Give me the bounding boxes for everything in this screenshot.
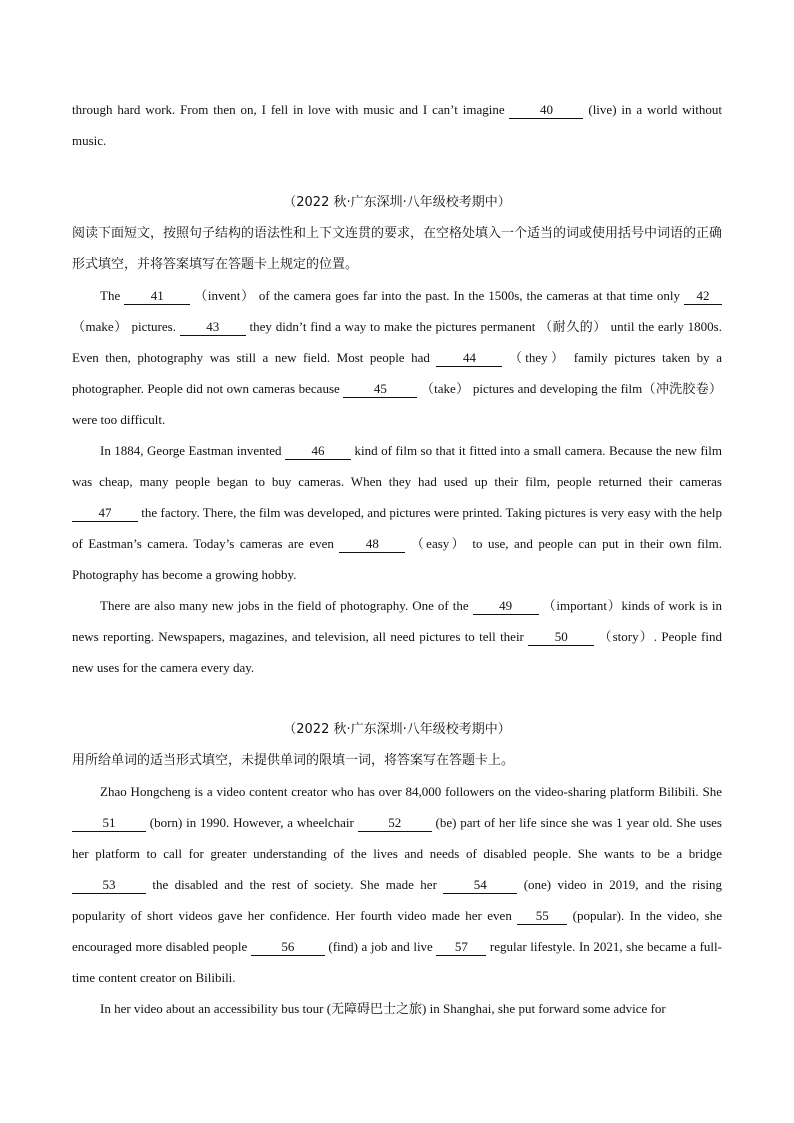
blank-52[interactable]: 52 [358,815,432,832]
section2-instruction: 用所给单词的适当形式填空，未提供单词的限填一词，将答案写在答题卡上。 [72,753,515,768]
text: (find) a job and live [324,939,437,954]
text: through hard work. From then on, I fell in love with music and I can’t imagine [72,102,510,117]
text: kind of film so that it fitted into a small camera. Because the new film was cheap, many people began to buy cameras. When they had used up their film, people returned their cameras [72,443,722,489]
blank-55[interactable]: 55 [517,908,567,925]
text: （story）. People find new uses for the camera every day. [72,629,722,675]
text: (be) part of her life since she was 1 year old. She uses her platform to call for greater understanding of the lives and needs of disabled people. She wants to be a bridge [72,815,722,861]
section2-source: （2022 秋·广东深圳·八年级校考期中） [283,722,511,737]
blank-56[interactable]: 56 [251,939,325,956]
text: they didn’t find a way to make the pictures permanent （耐久的） until the early 1800s. Even then, photography was still a new field. Most people had [72,319,722,365]
text: （take） pictures and developing the film（冲洗胶卷）were too difficult. [72,381,722,427]
text: In her video about an accessibility bus tour (无障碍巴士之旅) in Shanghai, she put forward some advice for [100,1001,666,1016]
section2-paragraph-1 [72,776,722,993]
blank-48[interactable]: 48 [339,536,405,553]
text: (popular). In the video, she encouraged more disabled people [72,908,722,954]
text: （they） family pictures taken by a photographer. People did not own cameras because [72,350,722,396]
intro-paragraph [72,94,722,156]
blank-46[interactable]: 46 [285,443,351,460]
section1-paragraph-1 [72,280,722,435]
blank-47[interactable]: 47 [72,505,138,522]
document-page [72,94,722,1024]
text: regular lifestyle. In 2021, she became a full-time content creator on Bilibili. [72,939,722,985]
section1-source: （2022 秋·广东深圳·八年级校考期中） [283,195,511,210]
blank-51[interactable]: 51 [72,815,146,832]
blank-44[interactable]: 44 [436,350,502,367]
text: （easy） to use, and people can put in their own film. Photography has become a growing hobby. [72,536,722,582]
blank-41[interactable]: 41 [124,288,190,305]
blank-45[interactable]: 45 [343,381,417,398]
text: （important）kinds of work is in news reporting. Newspapers, magazines, and television, all need pictures to tell their [72,598,723,644]
blank-50[interactable]: 50 [528,629,594,646]
text: （invent） of the camera goes far into the past. In the 1500s, the cameras at that time only [190,288,684,303]
blank-54[interactable]: 54 [443,877,517,894]
text: the factory. There, the film was developed, and pictures were printed. Taking pictures is very easy with the help of Eastman’s camera. Today’s cameras are even [72,505,722,551]
section1-paragraph-3 [72,590,722,683]
blank-53[interactable]: 53 [72,877,146,894]
section1-paragraph-2 [72,435,722,590]
blank-42[interactable]: 42 [684,288,722,305]
text: (live) in a world without music. [72,102,722,148]
blank-43[interactable]: 43 [180,319,246,336]
text: (one) video in 2019, and the rising popularity of short videos gave her confidence. Her fourth video made her even [72,877,723,923]
text: （make） pictures. [72,319,180,334]
section2-paragraph-2 [72,993,722,1024]
text: Zhao Hongcheng is a video content creator who has over 84,000 followers on the video-sharing platform Bilibili. She [100,784,722,799]
text: the disabled and the rest of society. She made her [146,877,444,892]
text: The [100,288,125,303]
section1-instruction: 阅读下面短文，按照句子结构的语法性和上下文连贯的要求，在空格处填入一个适当的词或使用括号中词语的正确形式填空，并将答案填写在答题卡上规定的位置。 [72,226,723,272]
blank-49[interactable]: 49 [473,598,539,615]
text: There are also many new jobs in the field of photography. One of the [100,598,473,613]
text: In 1884, George Eastman invented [100,443,286,458]
blank-57[interactable]: 57 [436,939,486,956]
blank-40[interactable]: 40 [509,102,583,119]
text: (born) in 1990. However, a wheelchair [146,815,358,830]
